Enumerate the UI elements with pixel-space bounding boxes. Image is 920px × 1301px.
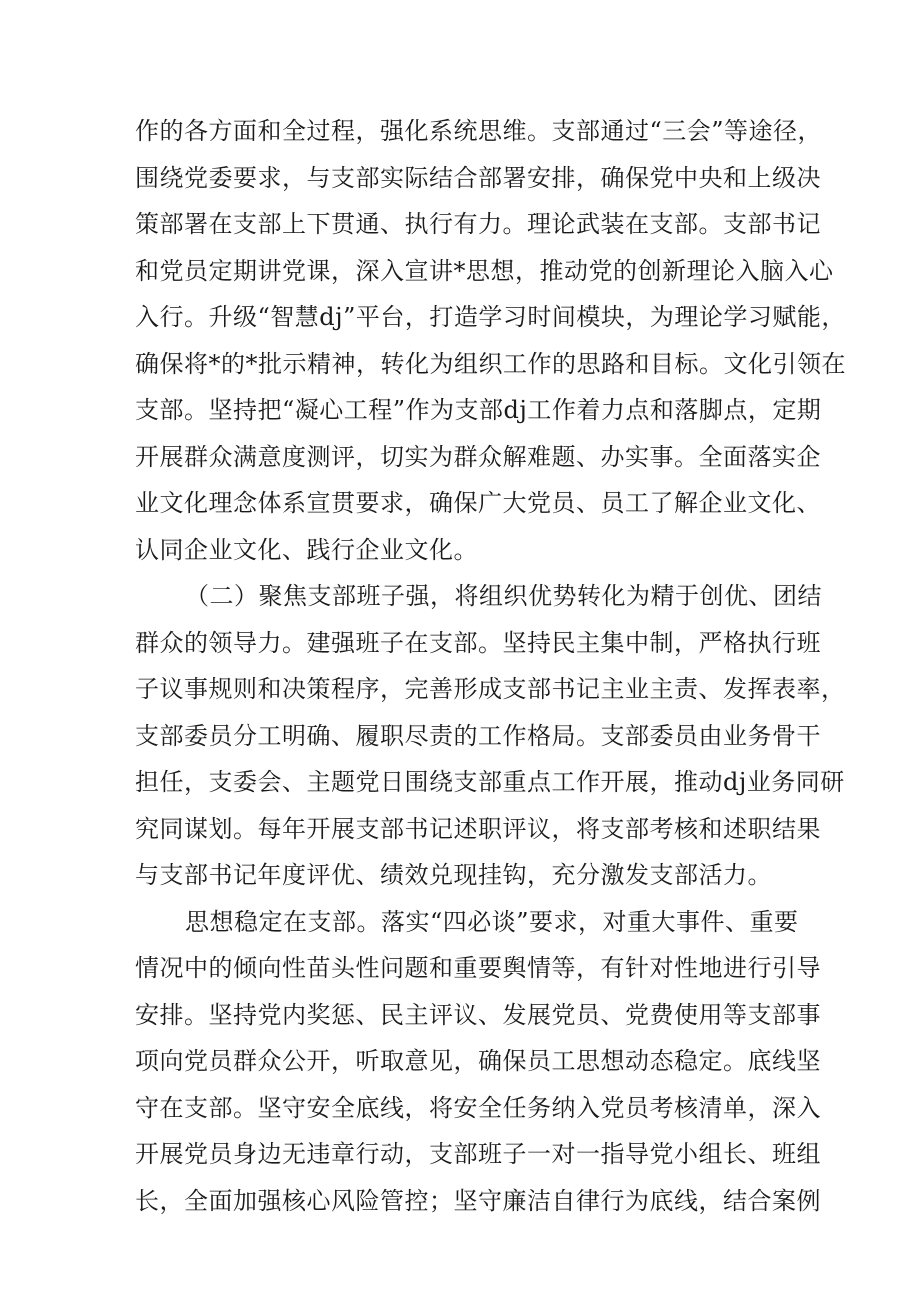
text-line: 安排。坚持党内奖惩、民主评议、发展党员、党费使用等支部事	[135, 1000, 821, 1029]
text-line: 守在支部。坚守安全底线，将安全任务纳入党员考核清单，深入	[135, 1093, 821, 1122]
paragraph-3	[135, 899, 821, 1225]
text-line: 群众的领导力。建强班子在支部。坚持民主集中制，严格执行班	[135, 628, 821, 657]
text-line: 业文化理念体系宣贯要求，确保广大党员、员工了解企业文化、	[135, 489, 821, 517]
paragraph-2	[135, 573, 846, 899]
text-line: 认同企业文化、践行企业文化。	[135, 535, 478, 564]
text-line: 子议事规则和决策程序，完善形成支部书记主业主责、发挥表率，	[135, 675, 846, 703]
text-line: 情况中的倾向性苗头性问题和重要舆情等，有针对性地进行引导	[135, 954, 821, 982]
text-line: 确保将*的*批示精神，转化为组织工作的思路和目标。文化引领在	[135, 349, 846, 378]
text-line: 支部委员分工明确、履职尽责的工作格局。支部委员由业务骨干	[135, 721, 821, 750]
text-line: 项向党员群众公开，听取意见，确保员工思想动态稳定。底线坚	[135, 1047, 821, 1075]
text-line: 围绕党委要求，与支部实际结合部署安排，确保党中央和上级决	[135, 163, 821, 192]
text-line: （二）聚焦支部班子强，将组织优势转化为精于创优、团结	[185, 582, 822, 610]
text-line: 究同谋划。每年开展支部书记述职评议，将支部考核和述职结果	[135, 814, 821, 843]
text-line: 作的各方面和全过程，强化系统思维。支部通过“三会”等途径，	[135, 117, 823, 145]
document-page	[135, 108, 846, 1224]
text-line: 支部。坚持把“凝心工程”作为支部dj工作着力点和落脚点，定期	[135, 396, 822, 424]
paragraph-1	[135, 108, 846, 573]
text-line: 入行。升级“智慧dj”平台，打造学习时间模块，为理论学习赋能，	[135, 303, 846, 331]
text-line: 与支部书记年度评优、绩效兑现挂钩，充分激发支部活力。	[135, 861, 772, 889]
text-line: 策部署在支部上下贯通、执行有力。理论武装在支部。支部书记	[135, 210, 821, 238]
text-line: 开展党员身边无违章行动，支部班子一对一指导党小组长、班组	[135, 1140, 821, 1168]
text-line: 和党员定期讲党课，深入宣讲*思想，推动党的创新理论入脑入心	[135, 256, 834, 285]
text-line: 担任，支委会、主题党日围绕支部重点工作开展，推动dj业务同研	[135, 768, 845, 796]
text-line: 开展群众满意度测评，切实为群众解难题、办实事。全面落实企	[135, 442, 821, 471]
text-line: 长，全面加强核心风险管控；坚守廉洁自律行为底线，结合案例	[135, 1186, 821, 1215]
text-line: 思想稳定在支部。落实“四必谈”要求，对重大事件、重要	[185, 907, 799, 936]
